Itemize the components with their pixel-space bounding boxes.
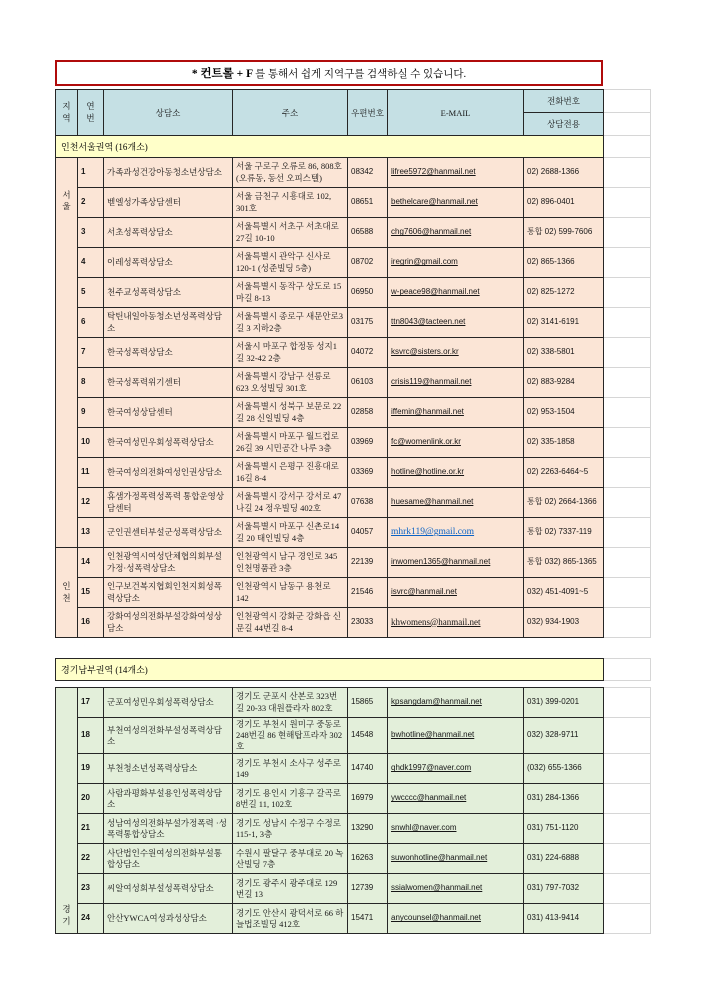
center-row (56, 218, 651, 248)
empty-cell (604, 278, 651, 308)
phone-cell: 02) 3141-6191 (524, 308, 604, 338)
section-gap-cell (56, 681, 651, 688)
section-title-row (56, 659, 651, 681)
postal-code-cell: 03175 (348, 308, 388, 338)
email-link[interactable]: chg7606@hanmail.net (388, 218, 524, 248)
phone-cell: 통합 02) 2664-1366 (524, 488, 604, 518)
row-number-cell: 5 (78, 278, 104, 308)
email-link[interactable]: snwhl@naver.com (388, 814, 524, 844)
center-row (56, 338, 651, 368)
email-link[interactable]: w-peace98@hanmail.net (388, 278, 524, 308)
email-link[interactable]: ywcccc@hanmail.net (388, 784, 524, 814)
phone-cell: 032) 934-1903 (524, 608, 604, 638)
address-cell: 서울특별시 강남구 선릉로 623 오성빌딩 301호 (233, 368, 348, 398)
center-name-cell: 강화여성의전화부설강화여성상담소 (104, 608, 233, 638)
postal-code-cell: 08651 (348, 188, 388, 218)
phone-cell: 02) 896-0401 (524, 188, 604, 218)
center-row (56, 248, 651, 278)
email-link[interactable]: bwhotline@hanmail.net (388, 718, 524, 754)
phone-cell: (032) 655-1366 (524, 754, 604, 784)
col-header-center: 상담소 (104, 90, 233, 136)
postal-code-cell: 15865 (348, 688, 388, 718)
email-link[interactable]: mhrk119@gmail.com (388, 518, 524, 548)
center-row (56, 458, 651, 488)
row-number-cell: 22 (78, 844, 104, 874)
center-name-cell: 휴샘가정폭력성폭력 통합운영상담센터 (104, 488, 233, 518)
empty-cell (604, 659, 651, 681)
empty-cell (604, 608, 651, 638)
center-row (56, 874, 651, 904)
address-cell: 경기도 용인시 기흥구 갈곡로 8번길 11, 102호 (233, 784, 348, 814)
postal-code-cell: 06588 (348, 218, 388, 248)
row-number-cell: 7 (78, 338, 104, 368)
region-cell (56, 158, 78, 548)
row-number-cell: 18 (78, 718, 104, 754)
center-name-cell: 인천광역시여성단체협의회부설가정·성폭력상담소 (104, 548, 233, 578)
center-row (56, 814, 651, 844)
center-row (56, 718, 651, 754)
postal-code-cell: 21546 (348, 578, 388, 608)
row-number-cell: 20 (78, 784, 104, 814)
row-number-cell: 3 (78, 218, 104, 248)
center-row (56, 428, 651, 458)
search-tip-box (55, 60, 603, 86)
row-number-cell: 12 (78, 488, 104, 518)
row-number-cell: 4 (78, 248, 104, 278)
address-cell: 서울특별시 동작구 상도로 15마길 8-13 (233, 278, 348, 308)
center-name-cell: 천주교성폭력상담소 (104, 278, 233, 308)
section-title-row (56, 136, 651, 158)
address-cell: 인천광역시 강화군 강화읍 신문길 44번길 8-4 (233, 608, 348, 638)
phone-cell: 02) 2263-6464~5 (524, 458, 604, 488)
center-name-cell: 성남여성의전화부설가정폭력 ·성폭력통합상담소 (104, 814, 233, 844)
phone-cell: 02) 2688-1366 (524, 158, 604, 188)
center-row (56, 844, 651, 874)
center-row (56, 308, 651, 338)
center-name-cell: 부천여성의전화부설성폭력상담소 (104, 718, 233, 754)
postal-code-cell: 02858 (348, 398, 388, 428)
phone-cell: 031) 284-1366 (524, 784, 604, 814)
region-label: 인천 (62, 581, 71, 603)
empty-cell (604, 368, 651, 398)
empty-cell (604, 308, 651, 338)
email-link[interactable]: huesame@hanmail.net (388, 488, 524, 518)
address-cell: 경기도 부천시 소사구 성주로 149 (233, 754, 348, 784)
phone-cell: 032) 451-4091~5 (524, 578, 604, 608)
email-link[interactable]: crisis119@hanmail.net (388, 368, 524, 398)
address-cell: 경기도 부천시 원미구 중동로 248번길 86 현해탑프라자 302호 (233, 718, 348, 754)
phone-cell: 통합 02) 599-7606 (524, 218, 604, 248)
address-cell: 경기도 성남시 수정구 수정로 115-1, 3층 (233, 814, 348, 844)
phone-cell: 031) 399-0201 (524, 688, 604, 718)
empty-cell (604, 188, 651, 218)
center-name-cell: 서초성폭력상담소 (104, 218, 233, 248)
address-cell: 서울시 마포구 합정동 성지1길 32-42 2층 (233, 338, 348, 368)
empty-cell (604, 874, 651, 904)
section-title: 경기남부권역 (14개소) (56, 659, 604, 681)
phone-cell: 02) 883-9284 (524, 368, 604, 398)
address-cell: 인천광역시 남동구 용천로 142 (233, 578, 348, 608)
email-link[interactable]: anycounsel@hanmail.net (388, 904, 524, 934)
center-name-cell: 이레성폭력상담소 (104, 248, 233, 278)
col-header-phone: 전화번호 (524, 90, 604, 113)
address-cell: 서울특별시 서초구 서초대로 27길 10-10 (233, 218, 348, 248)
center-row (56, 188, 651, 218)
postal-code-cell: 16263 (348, 844, 388, 874)
phone-cell: 02) 335-1858 (524, 428, 604, 458)
email-link[interactable]: bethelcare@hanmail.net (388, 188, 524, 218)
empty-cell (604, 904, 651, 934)
center-name-cell: 군인권센터부설군성폭력상담소 (104, 518, 233, 548)
center-row (56, 278, 651, 308)
empty-cell (604, 814, 651, 844)
row-number-cell: 10 (78, 428, 104, 458)
address-cell: 서울특별시 성북구 보문로 22길 28 신일빌딩 4층 (233, 398, 348, 428)
phone-cell: 031) 751-1120 (524, 814, 604, 844)
empty-cell (604, 548, 651, 578)
empty-cell (604, 754, 651, 784)
phone-cell: 02) 338-5801 (524, 338, 604, 368)
postal-code-cell: 12739 (348, 874, 388, 904)
center-name-cell: 사단법인수원여성의전화부설통합상담소 (104, 844, 233, 874)
postal-code-cell: 22139 (348, 548, 388, 578)
email-link[interactable]: qhdk1997@naver.com (388, 754, 524, 784)
col-header-address: 주소 (233, 90, 348, 136)
row-number-cell: 16 (78, 608, 104, 638)
section-gap-cell (56, 638, 651, 659)
center-name-cell: 한국여성의전화여성인권상담소 (104, 458, 233, 488)
postal-code-cell: 14548 (348, 718, 388, 754)
region-cell (56, 548, 78, 638)
center-name-cell: 인구보건복지협회인천지회성폭력상담소 (104, 578, 233, 608)
email-link[interactable]: iregrin@gmail.com (388, 248, 524, 278)
address-cell: 경기도 안산시 광덕서로 66 하늘법조빌딩 412호 (233, 904, 348, 934)
phone-cell: 02) 865-1366 (524, 248, 604, 278)
row-number-cell: 6 (78, 308, 104, 338)
center-name-cell: 가족과성건강아동청소년상담소 (104, 158, 233, 188)
row-number-cell: 2 (78, 188, 104, 218)
empty-cell (604, 113, 651, 136)
postal-code-cell: 06103 (348, 368, 388, 398)
empty-cell (604, 158, 651, 188)
empty-cell (604, 718, 651, 754)
row-number-cell: 8 (78, 368, 104, 398)
address-cell: 서울특별시 강서구 강서로 47 나길 24 정우빌딩 402호 (233, 488, 348, 518)
email-link[interactable]: hotline@hotline.or.kr (388, 458, 524, 488)
row-number-cell: 13 (78, 518, 104, 548)
address-cell: 서울특별시 관악구 신사로 120-1 (성준빌딩 5층) (233, 248, 348, 278)
center-row (56, 368, 651, 398)
postal-code-cell: 04072 (348, 338, 388, 368)
address-cell: 서울 구로구 오류로 86, 808호(오류동, 동선 오피스텔) (233, 158, 348, 188)
postal-code-cell: 03969 (348, 428, 388, 458)
search-tip-bold: * 컨트롤 + F (191, 68, 254, 80)
empty-cell (604, 688, 651, 718)
section-gap (56, 638, 651, 659)
document-page (55, 60, 651, 934)
empty-cell (604, 338, 651, 368)
center-name-cell: 탁틴내일아동청소년성폭력상담소 (104, 308, 233, 338)
empty-cell (604, 784, 651, 814)
phone-cell: 032) 328-9711 (524, 718, 604, 754)
row-number-cell: 17 (78, 688, 104, 718)
empty-cell (604, 428, 651, 458)
center-name-cell: 사람과평화부설용인성폭력상담소 (104, 784, 233, 814)
email-link[interactable]: ttn8043@tacteen.net (388, 308, 524, 338)
center-row (56, 158, 651, 188)
empty-cell (604, 458, 651, 488)
center-row (56, 578, 651, 608)
empty-cell (604, 398, 651, 428)
center-name-cell: 한국여성민우회성폭력상담소 (104, 428, 233, 458)
empty-cell (604, 488, 651, 518)
search-tip-text: 를 통해서 쉽게 지역구를 검색하실 수 있습니다. (255, 68, 467, 80)
phone-cell: 통합 02) 7337-119 (524, 518, 604, 548)
email-link[interactable]: kpsangdam@hanmail.net (388, 688, 524, 718)
row-number-cell: 19 (78, 754, 104, 784)
center-name-cell: 군포여성민우회성폭력상담소 (104, 688, 233, 718)
center-row (56, 548, 651, 578)
table-header-row-1 (56, 90, 651, 113)
postal-code-cell: 23033 (348, 608, 388, 638)
region-cell (56, 688, 78, 934)
center-row (56, 608, 651, 638)
email-link[interactable]: iffemin@hanmail.net (388, 398, 524, 428)
col-header-phone-sub: 상담전용 (524, 113, 604, 136)
col-header-email: E-MAIL (388, 90, 524, 136)
email-link[interactable]: ksvrc@sisters.or.kr (388, 338, 524, 368)
email-link[interactable]: inwomen1365@hanmail.net (388, 548, 524, 578)
postal-code-cell: 08342 (348, 158, 388, 188)
row-number-cell: 11 (78, 458, 104, 488)
center-name-cell: 한국여성상담센터 (104, 398, 233, 428)
center-row (56, 488, 651, 518)
center-row (56, 904, 651, 934)
center-name-cell: 벧엘성가족상담센터 (104, 188, 233, 218)
center-name-cell: 한국성폭력상담소 (104, 338, 233, 368)
email-link[interactable]: ssialwomen@hanmail.net (388, 874, 524, 904)
address-cell: 서울특별시 마포구 월드컵로 26길 39 시민공간 나루 3층 (233, 428, 348, 458)
empty-cell (604, 844, 651, 874)
postal-code-cell: 16979 (348, 784, 388, 814)
center-name-cell: 씨알여성회부설성폭력상담소 (104, 874, 233, 904)
postal-code-cell: 15471 (348, 904, 388, 934)
center-row (56, 398, 651, 428)
empty-cell (604, 578, 651, 608)
empty-cell (604, 218, 651, 248)
email-link[interactable]: khwomens@hanmail.net (388, 608, 524, 638)
email-link[interactable]: fc@womenlink.or.kr (388, 428, 524, 458)
phone-cell: 031) 797-7032 (524, 874, 604, 904)
row-number-cell: 23 (78, 874, 104, 904)
postal-code-cell: 04057 (348, 518, 388, 548)
center-row (56, 754, 651, 784)
phone-cell: 031) 224-6888 (524, 844, 604, 874)
row-number-cell: 1 (78, 158, 104, 188)
section-title: 인천서울권역 (16개소) (56, 136, 604, 158)
postal-code-cell: 07638 (348, 488, 388, 518)
empty-cell (604, 248, 651, 278)
postal-code-cell: 06950 (348, 278, 388, 308)
phone-cell: 031) 413-9414 (524, 904, 604, 934)
phone-cell: 통합 032) 865-1365 (524, 548, 604, 578)
phone-cell: 02) 953-1504 (524, 398, 604, 428)
center-row (56, 518, 651, 548)
center-name-cell: 한국성폭력위기센터 (104, 368, 233, 398)
empty-cell (604, 136, 651, 158)
email-link[interactable]: lifree5972@hanmail.net (388, 158, 524, 188)
empty-cell (604, 518, 651, 548)
region-label: 서울 (62, 190, 71, 212)
col-header-postal: 우편번호 (348, 90, 388, 136)
row-number-cell: 21 (78, 814, 104, 844)
email-link[interactable]: isvrc@hanmail.net (388, 578, 524, 608)
center-row (56, 784, 651, 814)
counseling-centers-table (55, 89, 651, 934)
row-number-cell: 14 (78, 548, 104, 578)
address-cell: 경기도 광주시 광주대로 129번길 13 (233, 874, 348, 904)
email-link[interactable]: suwonhotline@hanmail.net (388, 844, 524, 874)
address-cell: 인천광역시 남구 경인로 345 인천명품관 3층 (233, 548, 348, 578)
row-number-cell: 24 (78, 904, 104, 934)
postal-code-cell: 03369 (348, 458, 388, 488)
phone-cell: 02) 825-1272 (524, 278, 604, 308)
col-header-no: 연번 (78, 90, 104, 136)
col-header-region: 지역 (56, 90, 78, 136)
empty-cell (604, 90, 651, 113)
postal-code-cell: 14740 (348, 754, 388, 784)
address-cell: 수원시 팔달구 중부대로 20 녹산빌딩 7층 (233, 844, 348, 874)
address-cell: 경기도 군포시 산본로 323번길 20-33 대원플라자 802호 (233, 688, 348, 718)
center-name-cell: 부천청소년성폭력상담소 (104, 754, 233, 784)
row-number-cell: 9 (78, 398, 104, 428)
center-row (56, 688, 651, 718)
address-cell: 서울특별시 마포구 신촌로14길 20 태인빌딩 4층 (233, 518, 348, 548)
region-label: 경기 (62, 904, 71, 926)
row-number-cell: 15 (78, 578, 104, 608)
address-cell: 서울특별시 은평구 진흥대로 16길 8-4 (233, 458, 348, 488)
postal-code-cell: 13290 (348, 814, 388, 844)
address-cell: 서울특별시 종로구 새문안로3길 3 지하2층 (233, 308, 348, 338)
center-name-cell: 안산YWCA여성과성상담소 (104, 904, 233, 934)
postal-code-cell: 08702 (348, 248, 388, 278)
section-gap (56, 681, 651, 688)
address-cell: 서울 금천구 시흥대로 102, 301호 (233, 188, 348, 218)
